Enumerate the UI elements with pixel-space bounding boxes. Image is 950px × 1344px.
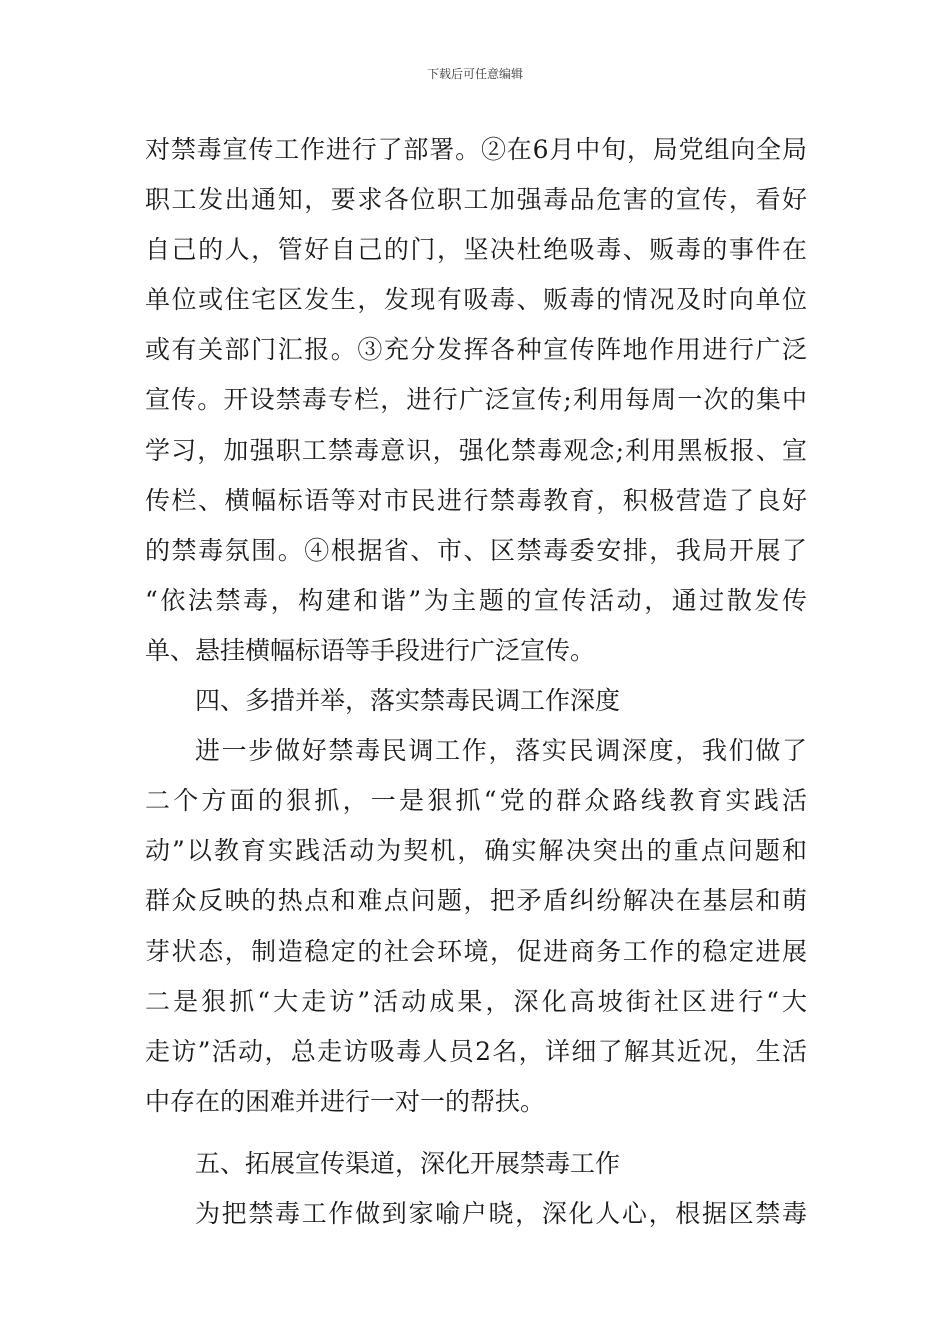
- text-line: 传栏、横幅标语等对市民进行禁毒教育，积极营造了良好: [145, 485, 807, 515]
- text-line: 为把禁毒工作做到家喻户晓，深化人心，根据区禁毒: [195, 1198, 807, 1228]
- text-line: “依法禁毒，构建和谐”为主题的宣传活动，通过散发传: [145, 585, 807, 615]
- text-line: 单、悬挂横幅标语等手段进行广泛宣传。: [145, 635, 596, 665]
- section-heading: 五、拓展宣传渠道，深化开展禁毒工作: [195, 1148, 621, 1178]
- text-line: 二是狠抓“大走访”活动成果，深化高坡街社区进行“大: [145, 986, 807, 1016]
- text-line: 中存在的困难并进行一对一的帮扶。: [145, 1086, 546, 1116]
- text-line: 群众反映的热点和难点问题，把矛盾纠纷解决在基层和萌: [145, 886, 807, 916]
- text-line: 进一步做好禁毒民调工作，落实民调深度，我们做了: [195, 736, 807, 766]
- text-line: 二个方面的狠抓，一是狠抓“党的群众路线教育实践活: [145, 786, 807, 816]
- text-line: 动”以教育实践活动为契机，确实解决突出的重点问题和: [145, 836, 807, 866]
- text-line: 的禁毒氛围。④根据省、市、区禁毒委安排，我局开展了: [145, 535, 807, 565]
- body-text: [145, 125, 807, 1239]
- text-line: 对禁毒宣传工作进行了部署。②在6月中旬，局党组向全局: [145, 135, 807, 164]
- section-heading: 四、多措并举，落实禁毒民调工作深度: [195, 686, 621, 716]
- text-line: 职工发出通知，要求各位职工加强毒品危害的宣传，看好: [145, 185, 807, 215]
- text-line: 学习，加强职工禁毒意识，强化禁毒观念;利用黑板报、宣: [145, 435, 807, 465]
- page-header: 下载后可任意编辑: [426, 67, 523, 81]
- text-line: 或有关部门汇报。③充分发挥各种宣传阵地作用进行广泛: [145, 335, 807, 365]
- text-line: 宣传。开设禁毒专栏，进行广泛宣传;利用每周一次的集中: [145, 385, 807, 415]
- text-line: 自己的人，管好自己的门，坚决杜绝吸毒、贩毒的事件在: [145, 235, 807, 265]
- section-gap: [145, 1127, 807, 1139]
- text-line: 走访”活动，总走访吸毒人员2名，详细了解其近况，生活: [145, 1036, 807, 1066]
- text-line: 单位或住宅区发生，发现有吸毒、贩毒的情况及时向单位: [145, 285, 807, 315]
- text-line: 芽状态，制造稳定的社会环境，促进商务工作的稳定进展: [145, 936, 807, 966]
